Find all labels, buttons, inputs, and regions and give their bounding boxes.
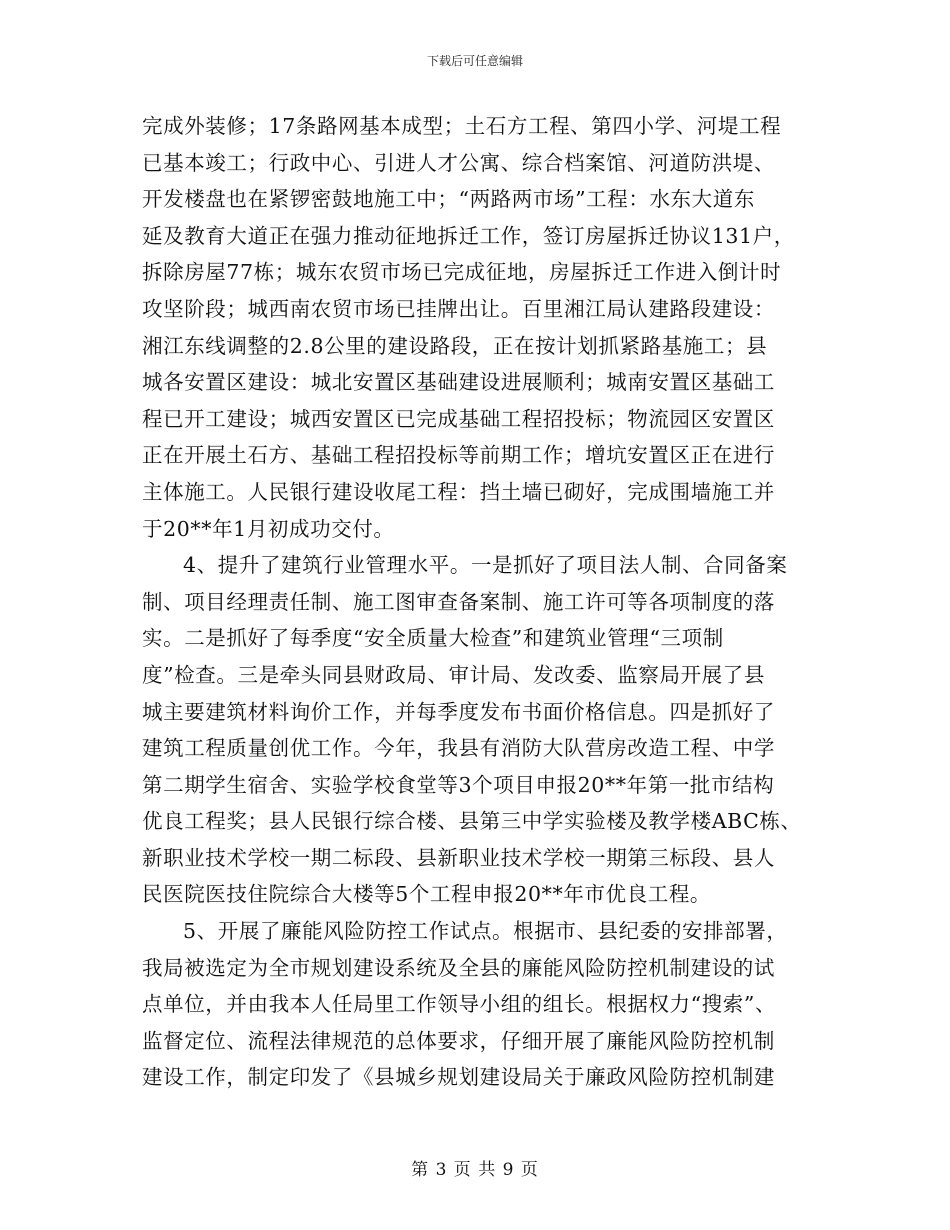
text-line: 实。二是抓好了每季度“安全质量大检查”和建筑业管理“三项制 bbox=[142, 626, 724, 651]
text-line: 民医院医技住院综合大楼等5个工程申报20**年市优良工程。 bbox=[142, 882, 712, 907]
text-line: 建筑工程质量创优工作。今年，我县有消防大队营房改造工程、中学 bbox=[142, 736, 775, 761]
document-body bbox=[142, 108, 802, 1096]
text-line: 监督定位、流程法律规范的总体要求，仔细开展了廉能风险防控机制 bbox=[142, 1028, 775, 1053]
text-line: 主体施工。人民银行建设收尾工程：挡土墙已砌好，完成围墙施工并 bbox=[142, 479, 775, 504]
text-line: 我局被选定为全市规划建设系统及全县的廉能风险防控机制建设的试 bbox=[142, 955, 775, 980]
page-header: 下载后可任意编辑 bbox=[426, 54, 523, 68]
text-line: 建设工作，制定印发了《县城乡规划建设局关于廉政风险防控机制建 bbox=[142, 1065, 775, 1090]
text-line: 完成外装修；17条路网基本成型；土石方工程、第四小学、河堤工程 bbox=[142, 114, 782, 138]
paragraph-4-start: 4、提升了建筑行业管理水平。一是抓好了项目法人制、合同备案 bbox=[183, 553, 788, 578]
text-line: 度”检查。三是牵头同县财政局、审计局、发改委、监察局开展了县 bbox=[142, 662, 765, 687]
text-line: 湘江东线调整的2.8公里的建设路段，正在按计划抓紧路基施工；县 bbox=[142, 333, 768, 358]
text-line: 延及教育大道正在强力推动征地拆迁工作，签订房屋拆迁协议131户， bbox=[142, 223, 795, 248]
text-line: 程已开工建设；城西安置区已完成基础工程招投标；物流园区安置区 bbox=[142, 406, 775, 431]
text-line: 已基本竣工；行政中心、引进人才公寓、综合档案馆、河道防洪堤、 bbox=[142, 150, 775, 175]
paragraph-5-start: 5、开展了廉能风险防控工作试点。根据市、县纪委的安排部署， bbox=[183, 919, 788, 944]
page-footer: 第 3 页 共 9 页 bbox=[411, 1160, 539, 1180]
text-line: 新职业技术学校一期二标段、县新职业技术学校一期第三标段、县人 bbox=[142, 845, 775, 870]
text-line: 优良工程奖；县人民银行综合楼、县第三中学实验楼及教学楼ABC栋、 bbox=[142, 809, 802, 834]
text-line: 制、项目经理责任制、施工图审查备案制、施工许可等各项制度的落 bbox=[142, 589, 775, 614]
text-line: 拆除房屋77栋；城东农贸市场已完成征地，房屋拆迁工作进入倒计时 bbox=[142, 260, 782, 285]
text-line: 开发楼盘也在紧锣密鼓地施工中；“两路两市场”工程：水东大道东 bbox=[142, 187, 755, 212]
text-line: 攻坚阶段；城西南农贸市场已挂牌出让。百里湘江局认建路段建设： bbox=[142, 296, 775, 321]
text-line: 正在开展土石方、基础工程招投标等前期工作；增坑安置区正在进行 bbox=[142, 443, 775, 468]
text-line: 城各安置区建设：城北安置区基础建设进展顺利；城南安置区基础工 bbox=[142, 370, 775, 395]
text-line: 城主要建筑材料询价工作，并每季度发布书面价格信息。四是抓好了 bbox=[142, 699, 775, 724]
text-line: 于20**年1月初成功交付。 bbox=[142, 516, 395, 541]
text-line: 点单位，并由我本人任局里工作领导小组的组长。根据权力“搜索”、 bbox=[142, 992, 777, 1017]
text-line: 第二期学生宿舍、实验学校食堂等3个项目申报20**年第一批市结构 bbox=[142, 772, 775, 797]
